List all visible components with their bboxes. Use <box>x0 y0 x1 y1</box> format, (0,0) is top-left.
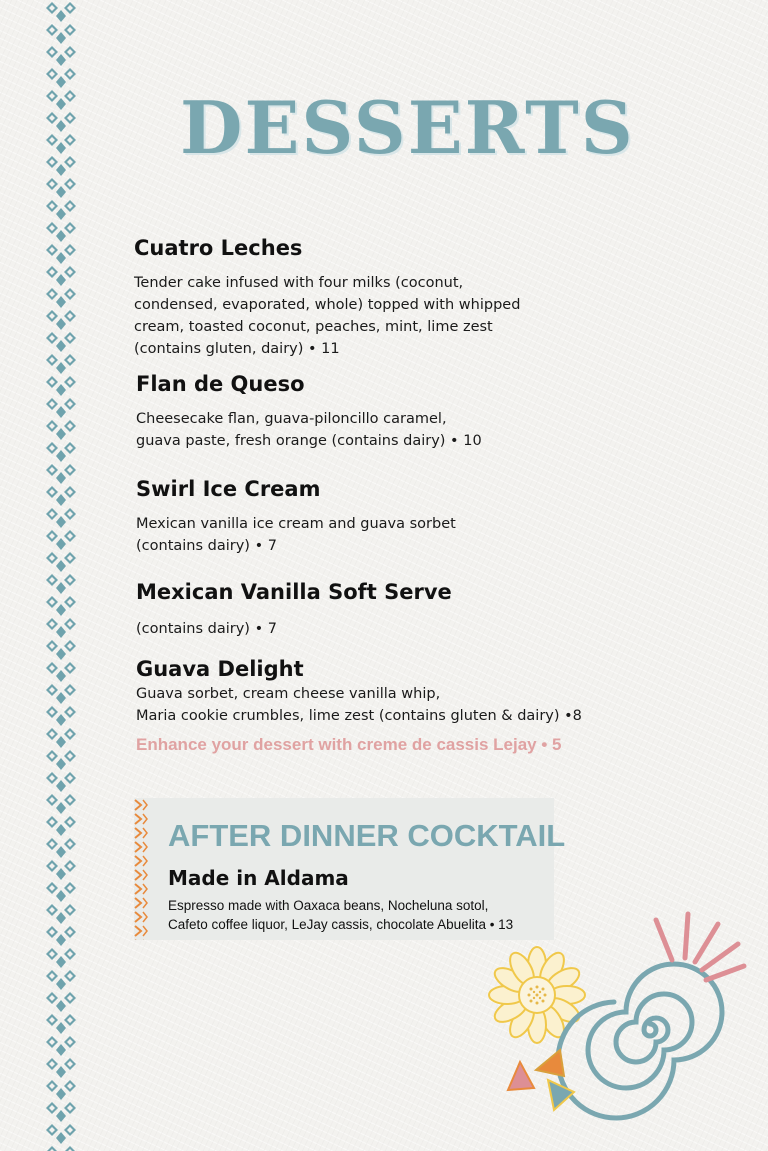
item-description-line: (contains gluten, dairy) • 11 <box>134 341 340 357</box>
item-name: Guava Delight <box>136 657 304 681</box>
page-title: DESSERTS <box>180 85 635 170</box>
cocktail-heading: AFTER DINNER COCKTAIL <box>168 818 566 853</box>
cocktail-description-line: Cafeto coffee liquor, LeJay cassis, chocolate Abuelita • 13 <box>168 917 514 932</box>
spiral-icon <box>558 964 722 1118</box>
item-description-line: Tender cake infused with four milks (coconut, <box>134 275 464 291</box>
menu-item-guava-delight <box>136 657 636 727</box>
diamond-border-pattern <box>44 0 78 1151</box>
sunflower-icon <box>489 947 585 1043</box>
item-description-line: condensed, evaporated, whole) topped with whipped <box>134 297 521 313</box>
item-description-line: Guava sorbet, cream cheese vanilla whip, <box>136 686 441 702</box>
cocktail-name: Made in Aldama <box>168 866 349 890</box>
item-name: Cuatro Leches <box>134 236 303 260</box>
item-name: Mexican Vanilla Soft Serve <box>136 580 452 604</box>
item-description-line: Maria cookie crumbles, lime zest (contains gluten & dairy) •8 <box>136 708 582 724</box>
menu-item-cuatro-leches <box>134 236 604 360</box>
item-description-line: Cheesecake flan, guava-piloncillo caramel, <box>136 411 447 427</box>
enhance-note: Enhance your dessert with creme de cassis Lejay • 5 <box>136 735 562 754</box>
item-description-line: (contains dairy) • 7 <box>136 621 277 637</box>
item-name: Flan de Queso <box>136 372 305 396</box>
zigzag-border-pattern <box>134 798 148 940</box>
menu-item-flan-de-queso <box>136 372 606 452</box>
triangle-icons <box>508 1050 574 1110</box>
item-description-line: cream, toasted coconut, peaches, mint, lime zest <box>134 319 493 335</box>
sun-rays-icon <box>656 914 744 980</box>
decorative-illustration <box>480 900 750 1130</box>
item-description-line: Mexican vanilla ice cream and guava sorbet <box>136 516 456 532</box>
cocktail-description-line: Espresso made with Oaxaca beans, Nocheluna sotol, <box>168 898 489 913</box>
menu-item-swirl-ice-cream <box>136 477 606 557</box>
item-name: Swirl Ice Cream <box>136 477 321 501</box>
item-description-line: guava paste, fresh orange (contains dairy) • 10 <box>136 433 482 449</box>
menu-item-mexican-vanilla-soft-serve <box>136 580 606 640</box>
item-description-line: (contains dairy) • 7 <box>136 538 277 554</box>
